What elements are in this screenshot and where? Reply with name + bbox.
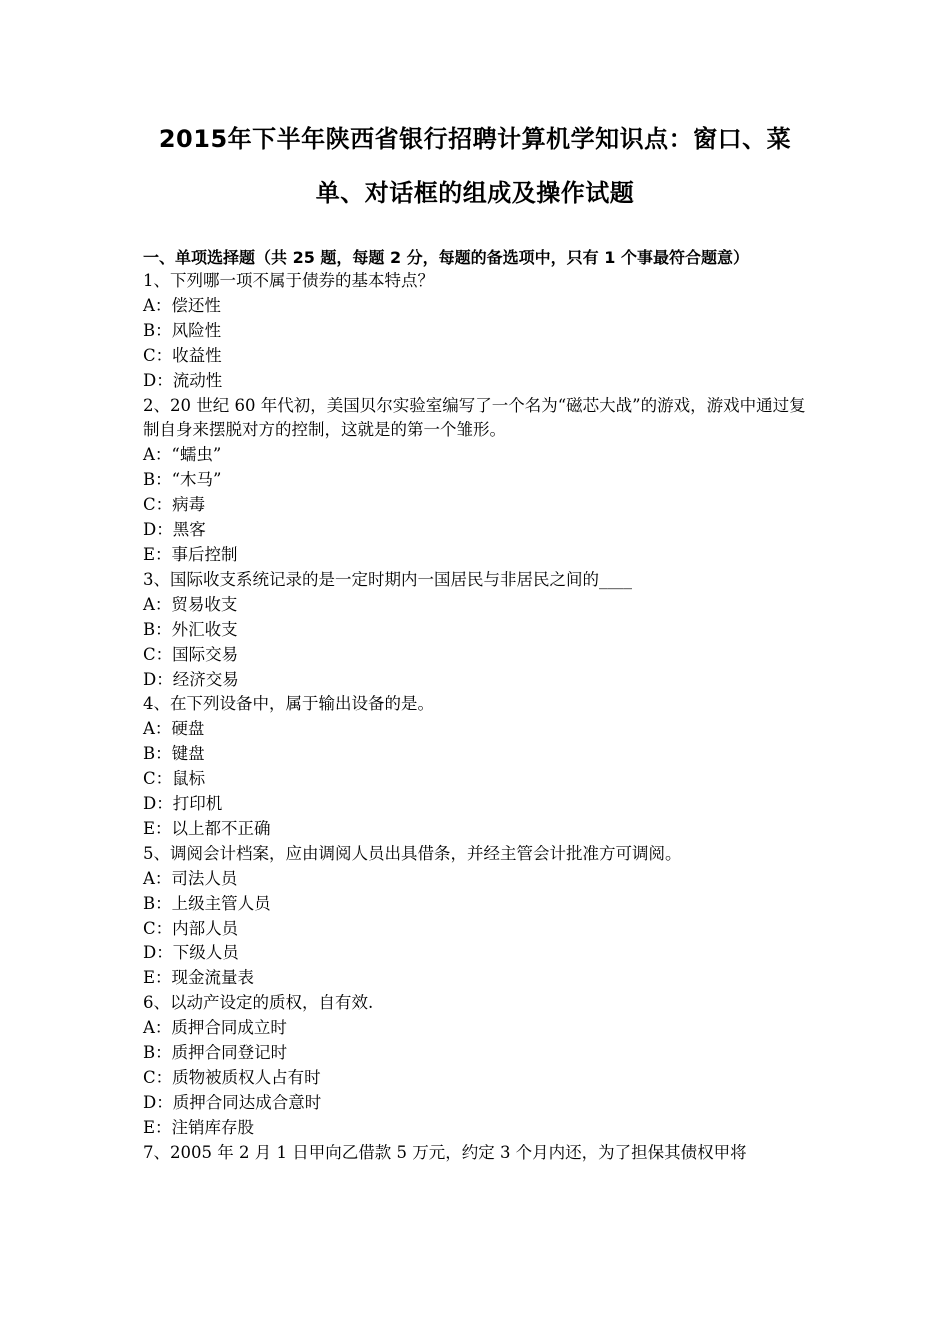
option-b: B：外汇收支 — [143, 619, 238, 639]
question-text: 6、以动产设定的质权，自有效. — [143, 993, 374, 1013]
document-body — [143, 246, 813, 1166]
option-a: A：“蠕虫” — [143, 445, 222, 465]
option-d: D：黑客 — [143, 520, 206, 540]
option-a: A：硬盘 — [143, 719, 205, 739]
option-d: D：打印机 — [143, 794, 223, 814]
question-1 — [143, 269, 813, 394]
option-a: A：质押合同成立时 — [143, 1018, 287, 1038]
question-text: 3、国际收支系统记录的是一定时期内一国居民与非居民之间的____ — [143, 569, 632, 589]
question-text: 4、在下列设备中，属于输出设备的是。 — [143, 694, 434, 714]
question-6 — [143, 991, 813, 1140]
question-3 — [143, 568, 813, 693]
option-b: B：键盘 — [143, 744, 205, 764]
option-a: A：司法人员 — [143, 868, 238, 888]
question-4 — [143, 692, 813, 841]
option-e: E：事后控制 — [143, 544, 238, 564]
question-7 — [143, 1141, 813, 1166]
option-b: B：风险性 — [143, 320, 222, 340]
option-c: C：质物被质权人占有时 — [143, 1068, 321, 1087]
document-title: 2015年下半年陕西省银行招聘计算机学知识点：窗口、菜单、对话框的组成及操作试题 — [158, 125, 792, 207]
option-b: B：质押合同登记时 — [143, 1043, 288, 1063]
option-d: D：流动性 — [143, 370, 223, 390]
option-b: B：“木马” — [143, 470, 222, 490]
question-text: 2、20 世纪 60 年代初，美国贝尔实验室编写了一个名为“磁芯大战”的游戏，游戏中通过复制自身来摆脱对方的控制，这就是的第一个雏形。 — [143, 395, 806, 440]
question-2 — [143, 394, 813, 568]
option-a: A：偿还性 — [143, 295, 221, 315]
question-text: 1、下列哪一项不属于债券的基本特点？ — [143, 271, 434, 290]
option-e: E：现金流量表 — [143, 968, 255, 988]
option-c: C：收益性 — [143, 345, 222, 365]
option-d: D：经济交易 — [143, 669, 239, 689]
question-text: 7、2005 年 2 月 1 日甲向乙借款 5 万元，约定 3 个月内还，为了担保其债权甲将 — [143, 1142, 747, 1162]
option-d: D：质押合同达成合意时 — [143, 1092, 322, 1112]
option-e: E：注销库存股 — [143, 1117, 255, 1137]
option-b: B：上级主管人员 — [143, 893, 271, 913]
option-c: C：鼠标 — [143, 769, 206, 789]
option-a: A：贸易收支 — [143, 594, 238, 614]
option-c: C：内部人员 — [143, 918, 239, 938]
option-c: C：国际交易 — [143, 644, 239, 664]
option-c: C：病毒 — [143, 495, 206, 515]
question-text: 5、调阅会计档案，应由调阅人员出具借条，并经主管会计批准方可调阅。 — [143, 843, 682, 863]
section-heading: 一、单项选择题（共 25 题，每题 2 分，每题的备选项中，只有 1 个事最符合题意） — [143, 248, 749, 267]
option-d: D：下级人员 — [143, 943, 239, 963]
option-e: E：以上都不正确 — [143, 818, 271, 838]
question-5 — [143, 842, 813, 991]
